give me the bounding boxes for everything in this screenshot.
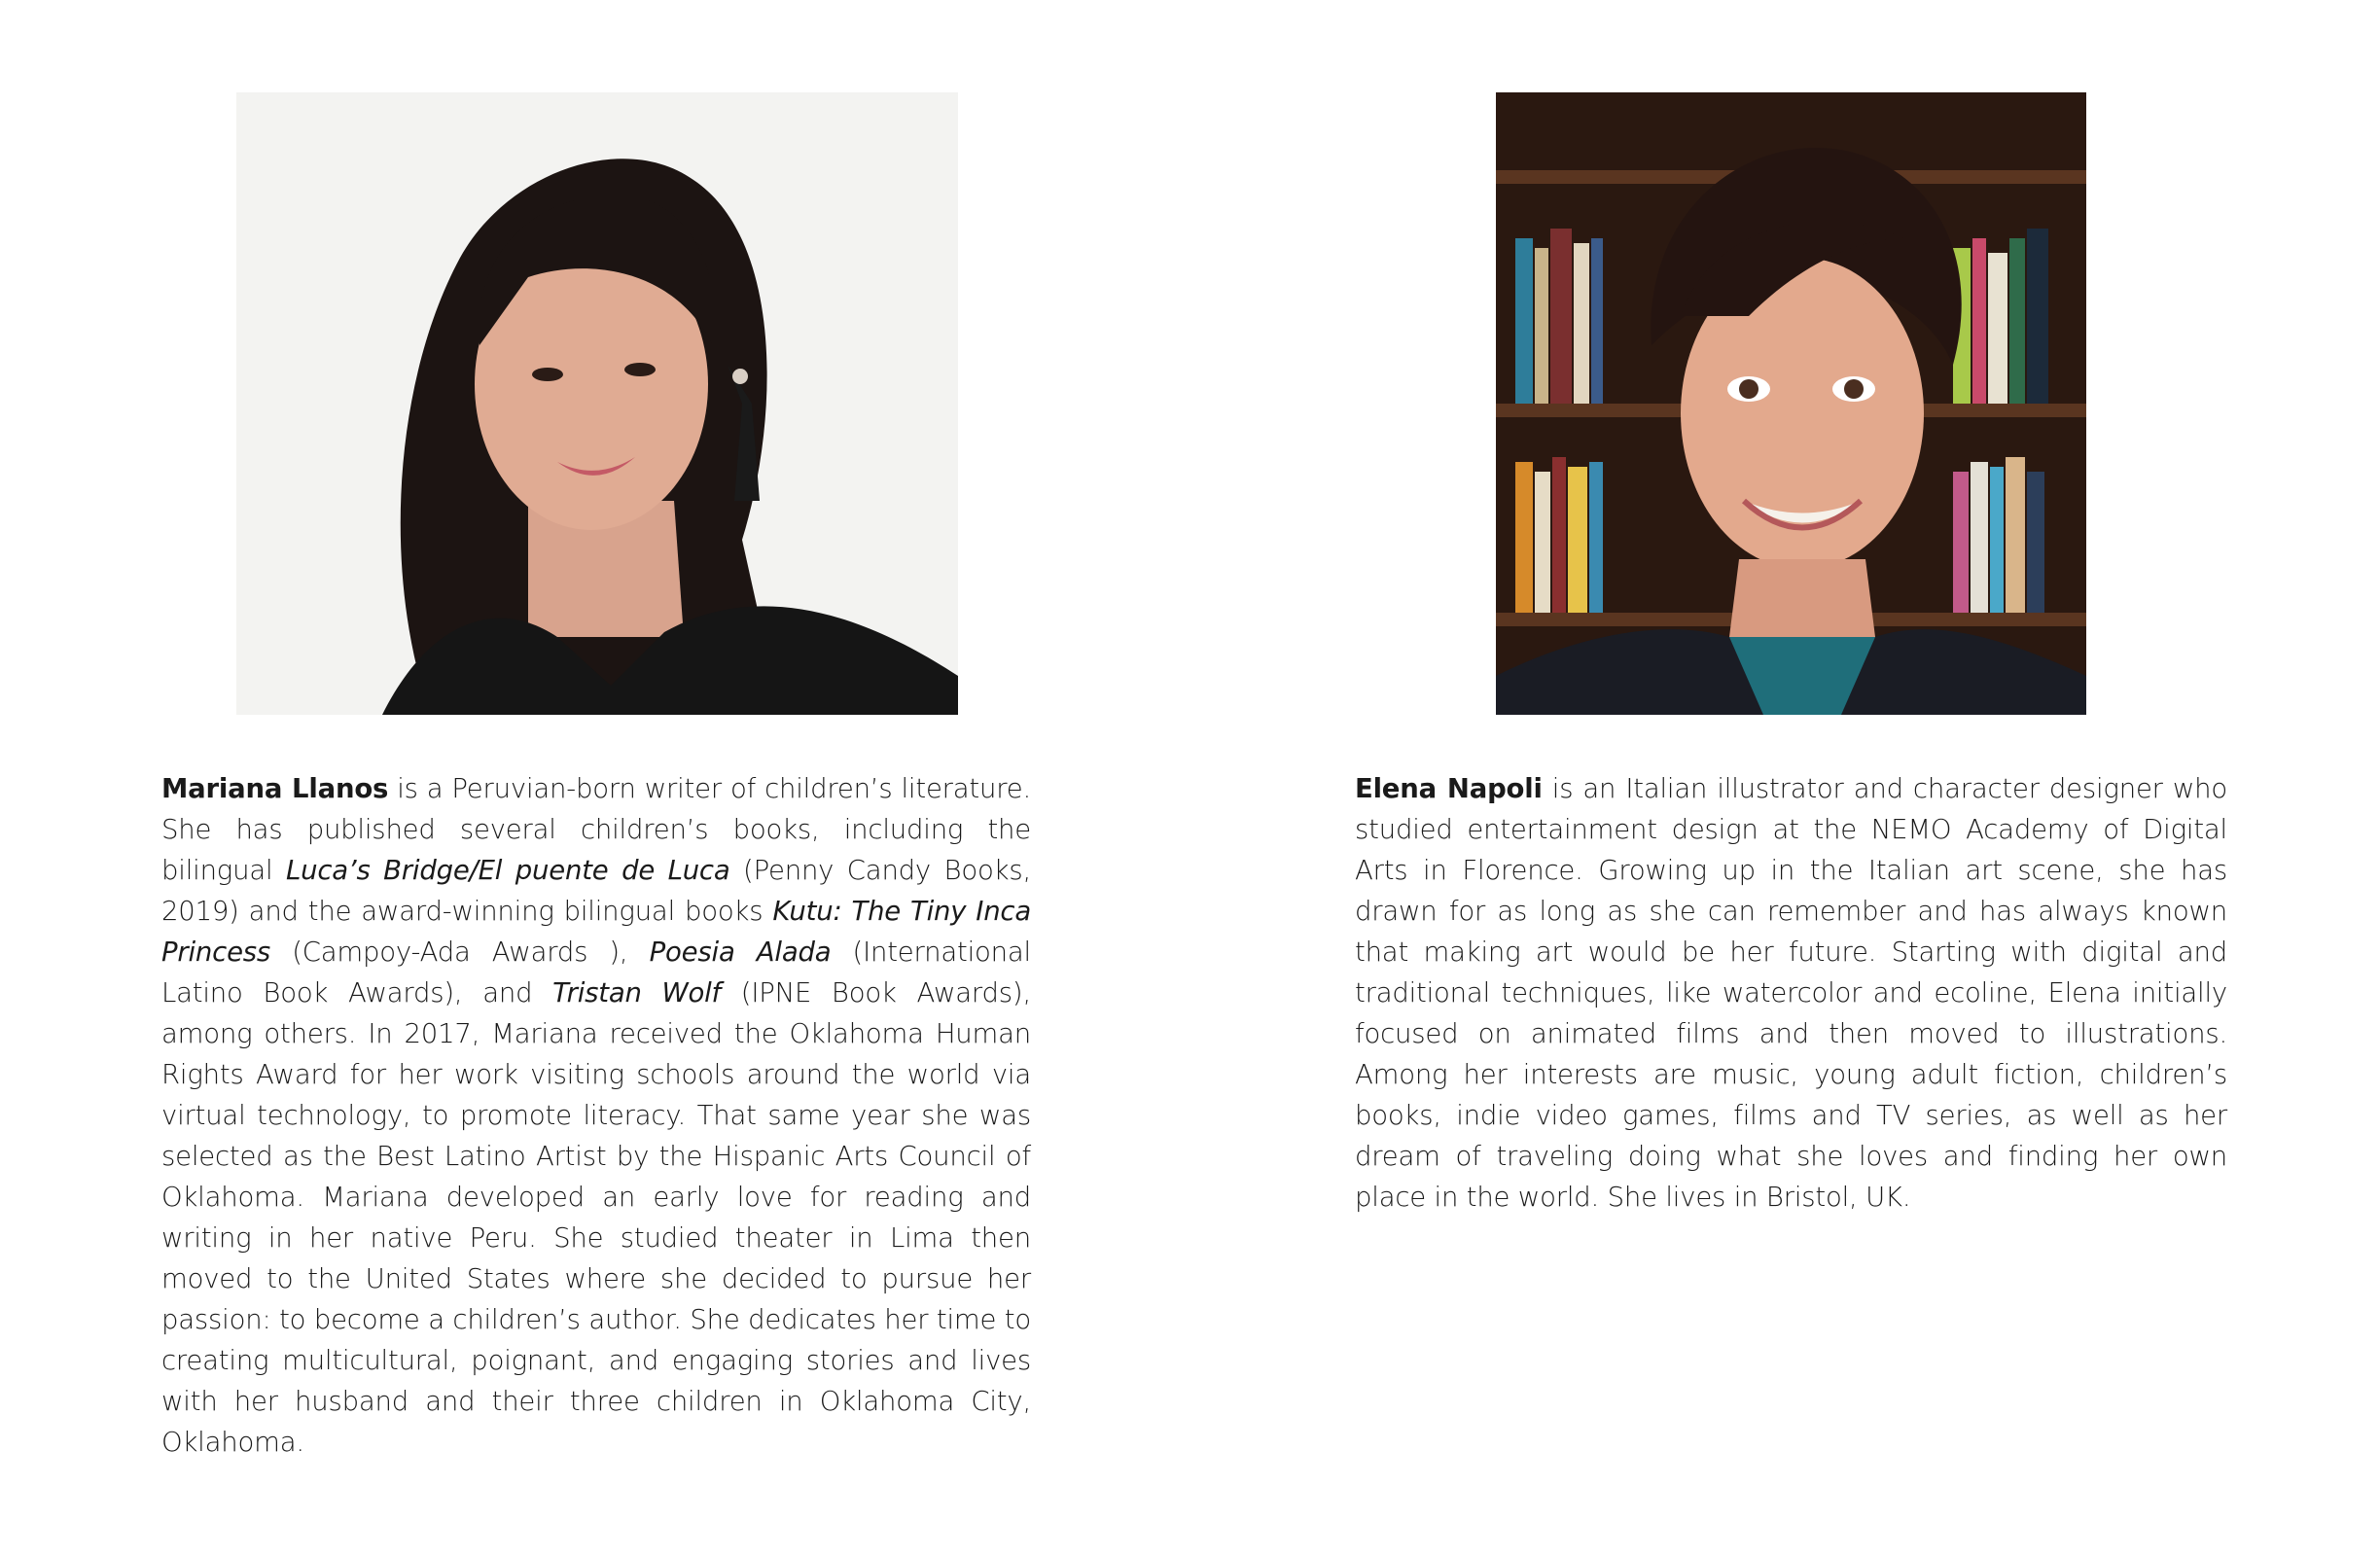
book-title: Poesia Alada (649, 937, 832, 968)
book-title: Luca’s Bridge/El puente de Luca (285, 855, 730, 886)
author-name: Elena Napoli (1355, 773, 1543, 804)
book-title: Kutu: The Tiny Inca Princess (161, 896, 1031, 968)
bio-text: (Penny Candy Books, 2019) and the award-winning bilingual books (161, 855, 1031, 927)
author-bio-mariana (161, 768, 1031, 1463)
portrait-photo-icon (236, 92, 958, 715)
portrait-photo-icon (1496, 92, 2086, 715)
author-bio-elena (1355, 768, 2227, 1218)
bio-text: (International Latino Book Awards), and (161, 937, 1031, 1008)
bio-text: is a Peruvian-born writer of children’s literature. She has published several children’s books, including the bilingual (161, 773, 1031, 886)
bio-text: (IPNE Book Awards), among others. In 2017, Mariana received the Oklahoma Human Rights Award for her work visiting schools around the world via virtual technology, to promote literacy. That same year she was selected as the Best Latino Artist by the Hispanic Arts Council of Oklahoma. Mariana developed an early love for reading and writing in her native Peru. She studied theater in Lima then moved to the United States where she decided to pursue her passion: to become a children’s author. She dedicates her time to creating multicultural, poignant, and engaging stories and lives with her husband and their three children in Oklahoma City, Oklahoma. (161, 977, 1031, 1458)
author-name: Mariana Llanos (161, 773, 389, 804)
author-photo-elena (1496, 92, 2086, 715)
bio-text: (Campoy-Ada Awards ), (270, 937, 650, 968)
book-title: Tristan Wolf (552, 977, 722, 1008)
author-photo-mariana (236, 92, 958, 715)
bio-text: is an Italian illustrator and character designer who studied entertainment design at the NEMO Academy of Digital Arts in Florence. Growing up in the Italian art scene, she has drawn for as long as she can remember and has always known that making art would be her future. Starting with digital and traditional techniques, like watercolor and ecoline, Elena initially focused on animated films and then moved to illustrations. Among her interests are music, young adult fiction, children’s books, indie video games, films and TV series, as well as her dream of traveling doing what she loves and finding her own place in the world. She lives in Bristol, UK. (1355, 773, 2227, 1213)
